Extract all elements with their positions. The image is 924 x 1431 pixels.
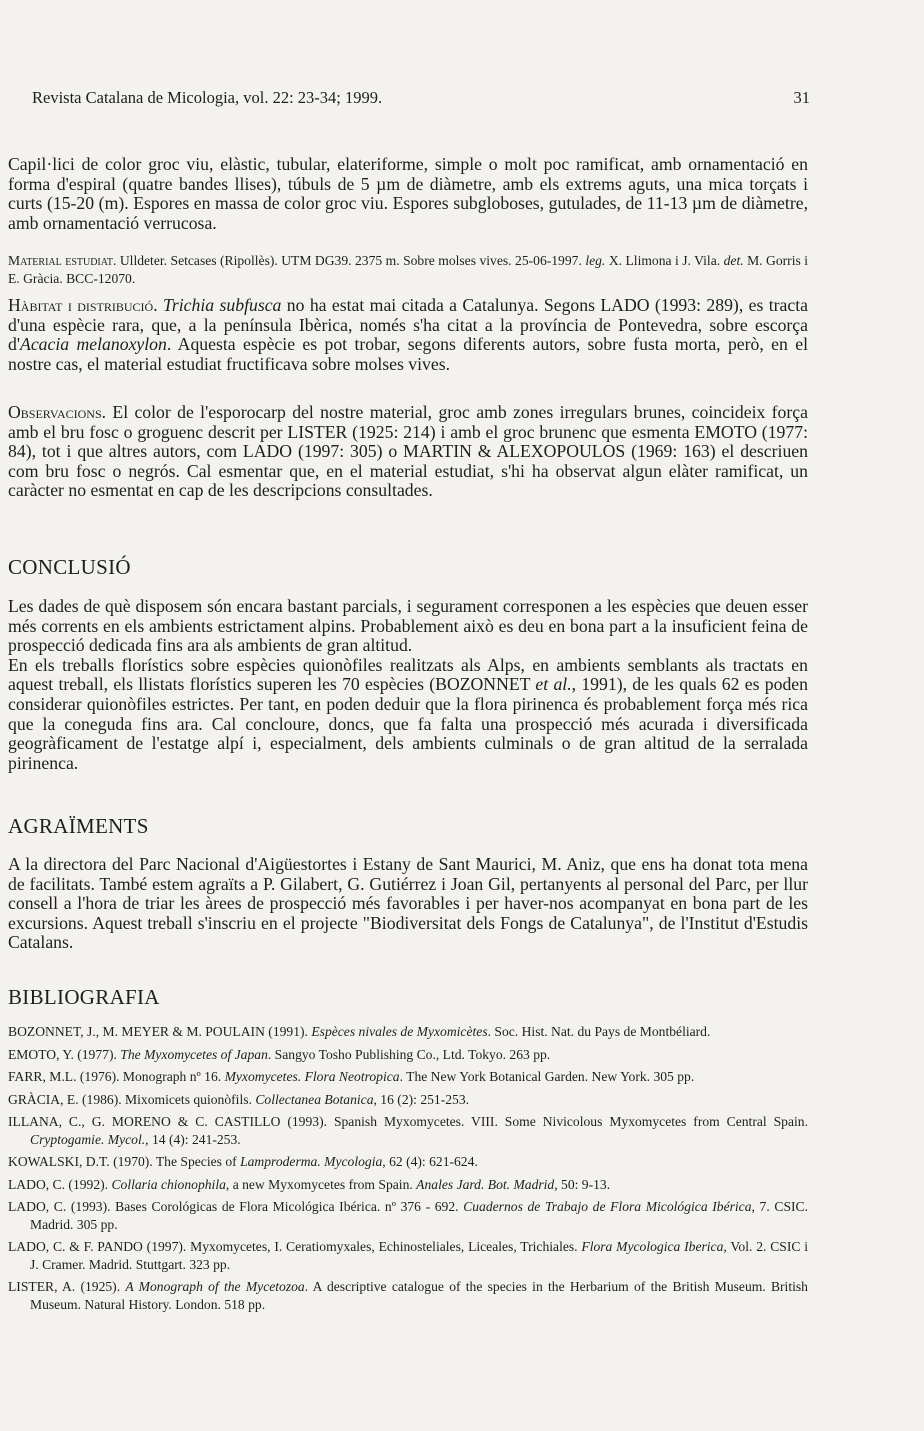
observations-label: Observacions. — [8, 402, 107, 422]
conclusio-section — [8, 597, 808, 773]
conclusio-p2-a: En els treballs florístics sobre espècies quionòfiles realitzats als Alps, en ambients semblants als tractats en aquest treball, els llistats florístics superen les 70 espècies (BOZONNET — [8, 654, 808, 695]
collectors: X. Llimona i J. Vila. — [608, 253, 721, 268]
reference-item: EMOTO, Y. (1977). The Myxomycetes of Japan. Sangyo Tosho Publishing Co., Ltd. Tokyo. 263 pp. — [8, 1046, 551, 1062]
et-al: et al. — [535, 674, 572, 695]
reference-item: LISTER, A. (1925). A Monograph of the Mycetozoa. A descriptive catalogue of the species in the Herbarium of the British Museum. British Museum. Natural History. London. 518 pp. — [8, 1279, 808, 1312]
reference-item: LADO, C. (1992). Collaria chionophila, a new Myxomycetes from Spain. Anales Jard. Bot. Madrid, 50: 9-13. — [8, 1176, 611, 1192]
description-paragraph: Capil·lici de color groc viu, elàstic, tubular, elateriforme, simple o molt poc ramificat, amb ornamentació en forma d'espiral (quatre bandes llises), túbuls de 5 µm de diàmetre, amb els extrems aguts, una mica torçats i curts (15-20 (m). Espores en massa de color groc viu. Espores subgloboses, gutulades, de 11-13 µm de diàmetre, amb ornamentació verrucosa. — [8, 154, 808, 233]
habitat-label: Hàbitat i distribució. — [8, 295, 158, 315]
reference-item: KOWALSKI, D.T. (1970). The Species of Lamproderma. Mycologia, 62 (4): 621-624. — [8, 1154, 478, 1169]
reference-item: FARR, M.L. (1976). Monograph nº 16. Myxomycetes. Flora Neotropica. The New York Botanical Garden. New York. 305 pp. — [8, 1069, 695, 1084]
conclusio-paragraph-1: Les dades de què disposem són encara bastant parcials, i segurament corresponen a les espècies que deuen esser més corrents en els ambients estrictament alpins. Probablement això es deu en bona part a la insuficient feina de prospecció dedicada fins ara als ambients de gran altitud. — [8, 596, 808, 656]
habitat-text-2: . Aquesta espècie es pot trobar, segons diferents autors, sobre fusta morta, però, en el nostre cas, el material estudiat fructificava sobre molses vives. — [8, 334, 808, 374]
determiners: M. Gorris i E. Gràcia. BCC-12070. — [8, 253, 809, 286]
agraiments-section — [8, 855, 808, 953]
observations-section — [8, 403, 808, 501]
habitat-text-1: no ha estat mai citada a Catalunya. Segons LADO (1993: 289), es tracta d'una espècie rara, que, a la península Ibèrica, només s'ha citat a la província de Pontevedra, sobre escorça d' — [8, 295, 808, 355]
species-description — [8, 155, 808, 233]
species-name: Trichia subfusca — [163, 295, 282, 315]
material-line: Ulldeter. Setcases (Ripollès). UTM DG39. 2375 m. Sobre molses vives. 25-06-1997. — [119, 253, 582, 268]
reference-item: BOZONNET, J., M. MEYER & M. POULAIN (1991). Espèces nivales de Myxomicètes. Soc. Hist. Nat. du Pays de Montbéliard. — [8, 1024, 711, 1039]
reference-item: LADO, C. (1993). Bases Corológicas de Flora Micológica Ibérica. nº 376 - 692. Cuadernos de Trabajo de Flora Micológica Ibérica, 7. CSIC. Madrid. 305 pp. — [8, 1199, 808, 1232]
host-name: Acacia melanoxylon — [20, 334, 167, 355]
reference-item: LADO, C. & F. PANDO (1997). Myxomycetes, I. Ceratiomyxales, Echinosteliales, Liceales, Trichiales. Flora Mycologica Iberica, Vol. 2. CSIC i J. Cramer. Madrid. Stuttgart. 323 pp. — [8, 1239, 808, 1272]
page-header — [32, 88, 810, 112]
conclusio-p2-b: , 1991), de les quals 62 es poden considerar quionòfiles estrictes. Per tant, en poden deduir que la flora pirinenca és probablement força més rica que la coneguda fins ara. Cal concloure, doncs, que fa falta una prospecció més acurada i diversificada geogràficament de l'estatge alpí i, especialment, dels ambients culminals o de gran altitud de la serralada pirinenca. — [8, 674, 808, 773]
agraiments-paragraph: A la directora del Parc Nacional d'Aigüestortes i Estany de Sant Maurici, M. Aniz, que ens ha donat tota mena de facilitats. També estem agraïts a P. Gilabert, G. Gutiérrez i Joan Gil, pertanyents al personal del Parc, per llur consell a l'hora de triar les àrees de prospecció més favorables i per haver-nos acompanyat en bona part de les excursions. Aquest treball s'inscriu en el projecte "Biodiversitat dels Fongs de Catalunya", de l'Institut d'Estudis Catalans. — [8, 854, 808, 953]
page-number: 31 — [793, 88, 810, 107]
reference-item: GRÀCIA, E. (1986). Mixomicets quionòfils. Collectanea Botanica, 16 (2): 251-253. — [8, 1091, 470, 1107]
leg-abbrev: leg. — [585, 253, 606, 268]
journal-citation: Revista Catalana de Micologia, vol. 22: 23-34; 1999. — [32, 88, 383, 107]
habitat-section — [8, 296, 808, 374]
det-abbrev: det. — [723, 253, 744, 268]
reference-item: ILLANA, C., G. MORENO & C. CASTILLO (1993). Spanish Myxomycetes. VIII. Some Nivicolous Myxomycetes from Central Spain. Cryptogamie. Mycol., 14 (4): 241-253. — [8, 1114, 808, 1147]
observations-text: El color de l'esporocarp del nostre material, groc amb zones irregulars brunes, coincideix força amb el bru fosc o groguenc descrit per LISTER (1925: 214) i amb el groc brunenc que esmenta EMOTO (1977: 84), tot i que altres autors, com LADO (1997: 305) o MARTIN & ALEXOPOULOS (1969: 163) el descriuen com bru fosc o negrós. Cal esmentar que, en el material estudiat, s'hi ha observat algun elàter ramificat, un caràcter no esmentat en cap de les descripcions consultades. — [8, 402, 808, 501]
heading-bibliografia: BIBLIOGRAFIA — [8, 985, 160, 1009]
material-studied — [8, 252, 808, 287]
heading-agraiments: AGRAÏMENTS — [8, 814, 149, 838]
references-list — [8, 1023, 808, 1318]
heading-conclusio: CONCLUSIÓ — [8, 555, 131, 579]
material-label: Material estudiat. — [8, 253, 117, 268]
